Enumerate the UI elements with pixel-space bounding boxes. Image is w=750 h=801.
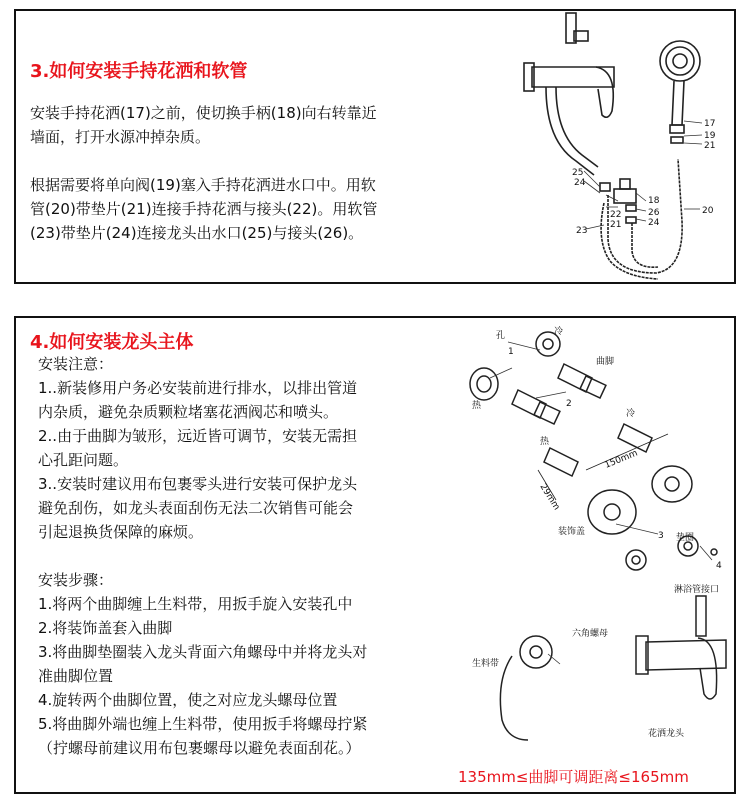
label-n1: 1 [508,347,514,357]
label-faucet: 花洒龙头 [648,729,685,739]
label-washer: 垫圈 [676,533,695,543]
label-n3: 3 [658,531,664,541]
label-hex-nut: 六角螺母 [572,629,609,639]
text-line: 准曲脚位置 [38,667,114,685]
faucet-install-diagram [436,320,734,762]
text-line: 1..新装修用户务必安装前进行排水，以排出管道 [38,379,358,397]
text-line: 心孔距问题。 [38,451,129,469]
label-tape: 生料带 [472,659,500,669]
label-dim-150: 150mm [603,448,640,471]
label-hole: 孔 [496,331,506,341]
label-n4: 4 [716,561,722,571]
label-shower-port: 淋浴管接口 [674,585,720,595]
section-4-title: 4.如何安装龙头主体 [30,332,194,353]
text-line: 墙面，打开水源冲掉杂质。 [30,128,211,146]
shower-hose-diagram [506,11,734,283]
label-dim-29: 29mm [537,482,562,513]
label-19: 19 [704,131,716,141]
label-23: 23 [576,226,588,236]
label-24b: 24 [648,218,660,228]
label-cold-mid: 冷 [626,409,636,419]
text-line: 管(20)带垫片(21)连接手持花洒与接头(22)。用软管 [30,200,378,218]
label-21b: 21 [610,220,622,230]
text-line: 引起退换货保障的麻烦。 [38,523,204,541]
section-3-text [30,101,470,245]
text-line: 安装手持花洒(17)之前，使切换手柄(18)向右转靠近 [30,104,377,122]
label-17: 17 [704,119,716,129]
label-21: 21 [704,141,716,151]
text-line: 1.将两个曲脚缠上生料带，用扳手旋入安装孔中 [38,595,353,613]
section-4-panel [14,316,736,794]
text-line: 避免刮伤，如龙头表面刮伤无法二次销售可能会 [38,499,354,517]
label-n2: 2 [566,399,572,409]
text-line: 2..由于曲脚为皱形，远近皆可调节，安装无需担 [38,427,358,445]
text-line: 5.将曲脚外端也缠上生料带，使用扳手将螺母拧紧 [38,715,368,733]
text-line: 根据需要将单向阀(19)塞入手持花洒进水口中。用软 [30,176,376,194]
notes-heading: 安装注意： [38,355,114,373]
text-line: 2.将装饰盖套入曲脚 [38,619,173,637]
label-elbow: 曲脚 [596,357,615,367]
section-4-text [38,352,468,760]
label-cold-top: 冷 [554,327,564,337]
label-24: 24 [574,178,586,188]
label-18: 18 [648,196,660,206]
label-22: 22 [610,210,622,220]
label-26: 26 [648,208,660,218]
adjustable-range-note: 135mm≤曲脚可调距离≤165mm [458,768,689,786]
section-3-title: 3.如何安装手持花洒和软管 [30,61,248,82]
label-20: 20 [702,206,714,216]
text-line: (23)带垫片(24)连接龙头出水口(25)与接头(26)。 [30,224,364,242]
section-3-panel [14,9,736,284]
text-line: 3.将曲脚垫圈装入龙头背面六角螺母中并将龙头对 [38,643,368,661]
label-25: 25 [572,168,584,178]
label-cover: 装饰盖 [558,527,586,537]
text-line: （拧螺母前建议用布包裹螺母以避免表面刮花。） [38,739,361,757]
steps-heading: 安装步骤： [38,571,114,589]
label-hot-left: 热 [472,401,482,411]
text-line: 内杂质，避免杂质颗粒堵塞花洒阀芯和喷头。 [38,403,339,421]
text-line: 4.旋转两个曲脚位置，使之对应龙头螺母位置 [38,691,338,709]
text-line: 3..安装时建议用布包裹零头进行安装可保护龙头 [38,475,358,493]
label-hot-mid: 热 [540,437,550,447]
